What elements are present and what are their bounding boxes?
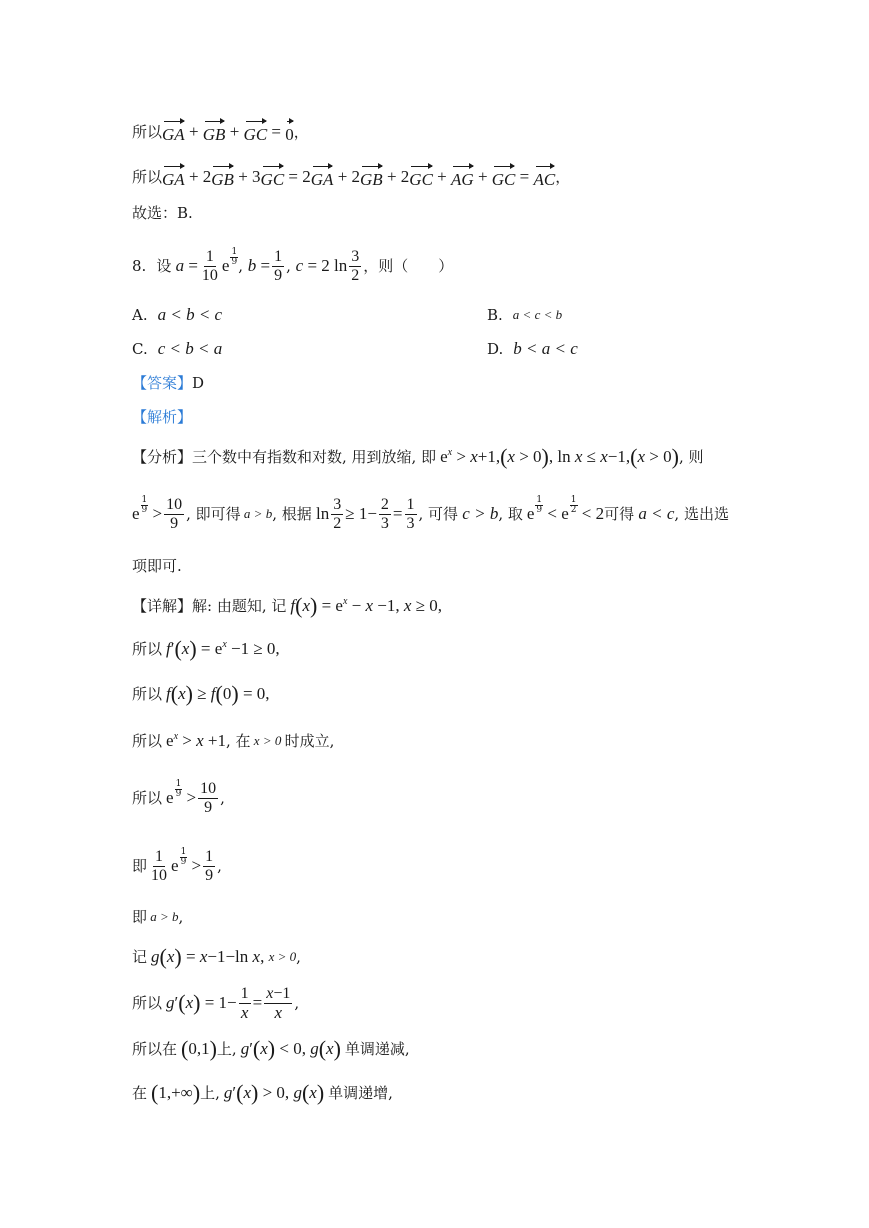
fenxi-line-1: 【分析】 三个数中有指数和对数, 用到放缩, 即 e x > x +1, ( x > 0 ) , ln x ≤ x −1, ( x > 0 ) , 则 bbox=[132, 444, 704, 469]
step-text: 即 bbox=[132, 908, 148, 926]
step-text: 上, bbox=[200, 1084, 220, 1102]
fenxi-text: , 即可得 bbox=[186, 505, 241, 523]
step-4: 所以 e $\frac{1}{9}$ > $\frac{10}{9}$ , bbox=[132, 778, 225, 816]
step-text: 所以 bbox=[132, 640, 163, 658]
choice-text: 故选：B. bbox=[132, 204, 193, 222]
step-8: 所以 g ′ ( x ) = 1− $\frac{1}{x}$ = $\frac{x-1}{x}$ , bbox=[132, 984, 300, 1022]
zero-vector: 0 bbox=[285, 118, 294, 146]
step-text: 单调递减, bbox=[344, 1040, 410, 1058]
fenxi-text: , 则 bbox=[678, 448, 704, 466]
step-5: 即 $\frac{1}{10}$ e $\frac{1}{9}$ > $\frac{1}{9}$ , bbox=[132, 846, 222, 884]
text-suffix: ， bbox=[293, 123, 309, 141]
option-label: D. bbox=[487, 340, 504, 358]
option-a bbox=[132, 304, 222, 326]
question-8: 8. 设 a = $\frac{1}{10}$ e $\frac{1}{9}$ , b = $\frac{1}{9}$ , c = 2 ln $\frac{3}{2}$ ，则（ ） bbox=[132, 246, 454, 284]
step-text: 上, bbox=[216, 1040, 237, 1058]
fenxi-text: , 根据 bbox=[272, 505, 312, 523]
option-label: A. bbox=[132, 306, 148, 324]
step-text: 在 bbox=[132, 1084, 148, 1102]
fenxi-text: , 取 bbox=[498, 505, 523, 523]
question-tail: ，则（ ） bbox=[363, 257, 454, 275]
text-prefix: 所以 bbox=[132, 168, 163, 186]
step-text: 所以 bbox=[132, 789, 163, 807]
analysis-line bbox=[132, 406, 192, 428]
line-vector-sum: 所以 GA + GB + GC = 0 ， bbox=[132, 118, 309, 146]
analysis-tag: 【解析】 bbox=[132, 408, 193, 426]
step-7: 记 g ( x ) = x −1−ln x , x > 0 , bbox=[132, 944, 301, 969]
fenxi-line-2: e $\frac{1}{9}$ > $\frac{10}{9}$ , 即可得 a > b , 根据 ln $\frac{3}{2}$ ≥ 1− $\frac{2}{3}$ = $\frac{1}{3}$ , 可得 c > b , 取 e $\frac{1}{9}$ < e $\frac{1}{2}$ < 2 可得 a < c , 选出选 bbox=[132, 494, 729, 532]
xiangjie-tag: 【详解】 bbox=[132, 597, 193, 615]
fenxi-text: , 可得 bbox=[418, 505, 459, 523]
option-d bbox=[487, 338, 578, 360]
step-2: 所以 f ( x ) ≥ f ( 0 ) = 0, bbox=[132, 681, 270, 706]
xiangjie-text: 解: 由题知, 记 bbox=[192, 597, 287, 615]
step-text: 记 bbox=[132, 948, 148, 966]
line-choice bbox=[132, 202, 193, 224]
question-number: 8. bbox=[132, 257, 147, 275]
fraction-1-10: $\frac{1}{10}$ bbox=[201, 247, 218, 284]
line-vector-expansion: 所以 GA + 2 GB + 3 GC = 2 GA + 2 GB + 2 GC + AG + GC = AC ， bbox=[132, 163, 570, 191]
step-3: 所以 e x > x +1 , 在 x > 0 时成立, bbox=[132, 731, 335, 750]
fenxi-text: 可得 bbox=[604, 505, 635, 523]
option-expr: a < c < b bbox=[512, 307, 563, 322]
option-expr: b < a < c bbox=[513, 339, 578, 358]
fenxi-text: 项即可. bbox=[132, 557, 182, 575]
option-expr: a < b < c bbox=[157, 305, 223, 324]
option-label: B. bbox=[487, 306, 503, 324]
step-9: 所以在 ( 0,1 ) 上, g ′ ( x ) < 0, g ( x ) 单调递减, bbox=[132, 1036, 410, 1061]
step-text: 所以 bbox=[132, 994, 163, 1012]
vector-ga: GA bbox=[162, 118, 185, 146]
step-text: 时成立, bbox=[284, 732, 335, 750]
fenxi-line-3 bbox=[132, 555, 182, 577]
step-text: 所以在 bbox=[132, 1040, 178, 1058]
step-text: 所以 bbox=[132, 732, 163, 750]
step-text: 单调递增, bbox=[328, 1084, 393, 1102]
answer-value: D bbox=[192, 374, 205, 392]
text-suffix: ， bbox=[555, 168, 571, 186]
step-10: 在 ( 1,+∞ ) 上, g ′ ( x ) > 0, g ( x ) 单调递增, bbox=[132, 1080, 393, 1105]
fenxi-text: , 选出选 bbox=[674, 505, 729, 523]
step-text: 所以 bbox=[132, 685, 163, 703]
step-6: 即 a > b , bbox=[132, 908, 184, 926]
option-label: C. bbox=[132, 340, 148, 358]
text-prefix: 所以 bbox=[132, 123, 163, 141]
option-c bbox=[132, 338, 222, 360]
vector-gb: GB bbox=[203, 118, 226, 146]
step-1: 所以 f ′ ( x ) = e x −1 ≥ 0, bbox=[132, 636, 280, 661]
answer-line bbox=[132, 372, 204, 394]
vector-gc: GC bbox=[244, 118, 268, 146]
fenxi-tag: 【分析】 bbox=[132, 448, 193, 466]
step-text: , 在 bbox=[226, 732, 251, 750]
answer-tag: 【答案】 bbox=[132, 374, 193, 392]
question-lead: 设 bbox=[156, 257, 172, 275]
step-text: 即 bbox=[132, 857, 148, 875]
option-b bbox=[487, 304, 562, 326]
option-expr: c < b < a bbox=[157, 339, 223, 358]
xiangjie-line: 【详解】 解: 由题知, 记 f ( x ) = e x − x −1, x ≥ 0, bbox=[132, 593, 443, 618]
fenxi-text: 三个数中有指数和对数, 用到放缩, 即 bbox=[192, 448, 437, 466]
